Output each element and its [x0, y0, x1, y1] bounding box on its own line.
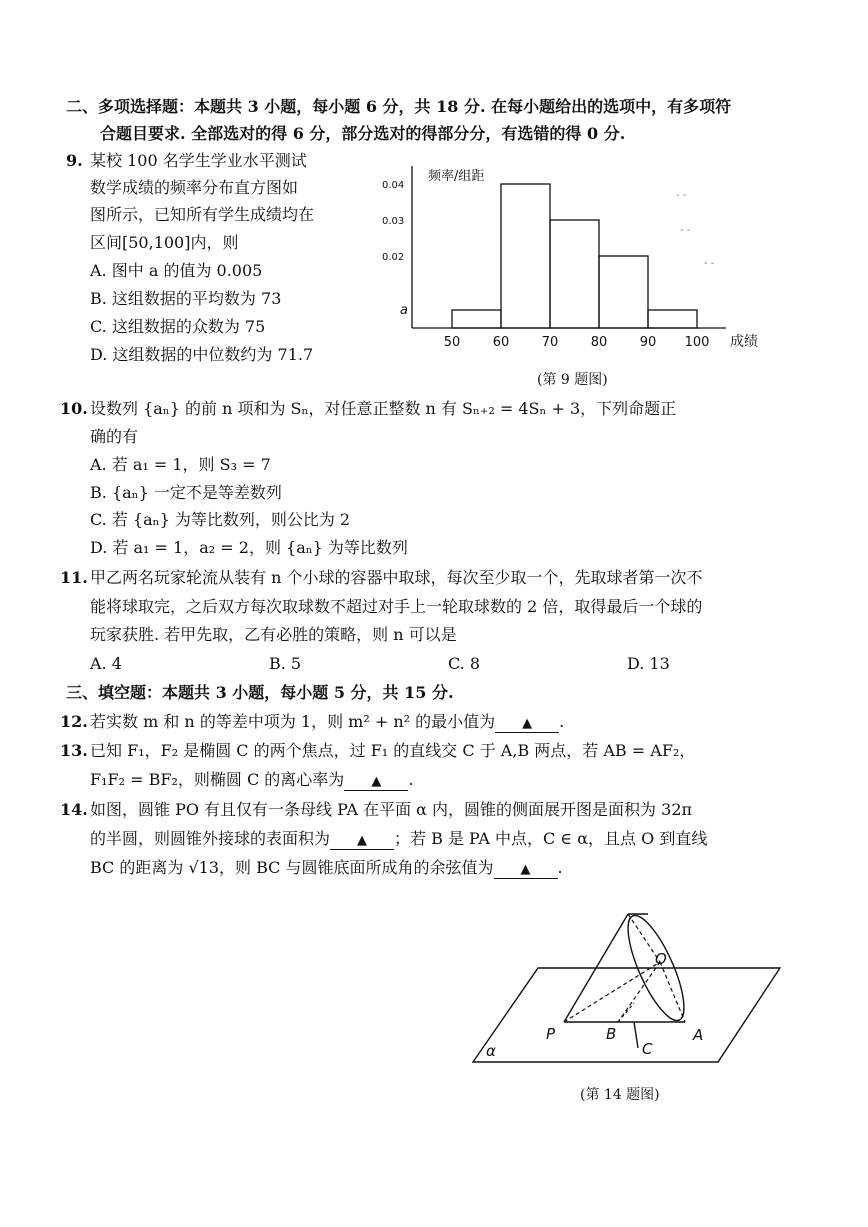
hist-y-tick: 0.03	[382, 216, 405, 227]
q10-option-c: C. 若 {aₙ} 为等比数列，则公比为 2	[90, 510, 351, 529]
q9-caption: (第 9 题图)	[537, 372, 608, 388]
q10-option-d: D. 若 a₁ = 1，a₂ = 2，则 {aₙ} 为等比数列	[90, 538, 408, 557]
hist-faint-mark: - -	[676, 190, 687, 201]
hist-x-tick: 100	[684, 335, 710, 350]
plane-alpha	[473, 968, 780, 1062]
q11-option-d: D. 13	[627, 654, 670, 673]
q9-stem-line3: 图所示，已知所有学生成绩均在	[90, 205, 315, 224]
hist-y-label: 频率/组距	[428, 169, 485, 184]
q14-number: 14.	[60, 800, 88, 819]
label-a: A	[693, 1026, 704, 1044]
q13-number: 13.	[60, 741, 88, 760]
section2-title-line1: 二、多项选择题：本题共 3 小题，每小题 6 分，共 18 分. 在每小题给出的选项中，有多项符	[66, 97, 732, 116]
q9-stem-line1: 某校 100 名学生学业水平测试	[90, 151, 307, 170]
q13-line2-b: .	[408, 770, 414, 789]
hist-bar	[501, 184, 550, 328]
q10-stem-line2: 确的有	[90, 427, 139, 446]
q11-line2: 能将球取完，之后双方每次取球数不超过对手上一轮取球数的 2 倍，取得最后一个球的	[90, 597, 703, 616]
hist-x-tick: 50	[443, 335, 461, 350]
frequency-histogram	[370, 158, 780, 368]
hist-x-tick: 70	[541, 335, 559, 350]
q10-number: 10.	[60, 399, 88, 418]
q14-line3-a: BC 的距离为 √13，则 BC 与圆锥底面所成角的余弦值为	[90, 858, 494, 877]
q10-option-a: A. 若 a₁ = 1，则 S₃ = 7	[90, 455, 271, 474]
section3-title: 三、填空题：本题共 3 小题，每小题 5 分，共 15 分.	[66, 683, 454, 702]
answer-blank[interactable]: ▲	[344, 774, 408, 791]
label-o: O	[655, 950, 667, 968]
q9-stem-line4: 区间[50,100]内，则	[90, 233, 239, 252]
q9-stem-line2: 数学成绩的频率分布直方图如	[90, 178, 299, 197]
hist-faint-mark: - -	[680, 225, 691, 236]
hist-y-tick: a	[400, 303, 408, 318]
q11-option-c: C. 8	[448, 654, 481, 673]
q11-option-a: A. 4	[90, 654, 122, 673]
q10-option-b: B. {aₙ} 一定不是等差数列	[90, 483, 282, 502]
q14-line2	[90, 829, 707, 850]
q9-number: 9.	[66, 151, 83, 170]
q13-line2	[90, 770, 413, 791]
q14-line2-a: 的半圆，则圆锥外接球的表面积为	[90, 829, 331, 848]
q9-option-a: A. 图中 a 的值为 0.005	[90, 261, 263, 280]
cone-figure	[468, 908, 788, 1068]
hist-faint-mark: - -	[704, 258, 715, 269]
answer-blank[interactable]: ▲	[495, 716, 559, 733]
q14-line3-b: .	[557, 858, 563, 877]
hist-x-tick: 60	[492, 335, 510, 350]
q14-line3	[90, 858, 563, 879]
q9-option-c: C. 这组数据的众数为 75	[90, 317, 266, 336]
q9-option-d: D. 这组数据的中位数约为 71.7	[90, 345, 314, 364]
hist-bar	[648, 310, 697, 328]
q13-line1: 已知 F₁，F₂ 是椭圆 C 的两个焦点，过 F₁ 的直线交 C 于 A,B 两点，若 AB = AF₂，	[90, 741, 696, 760]
hist-bar	[599, 256, 648, 328]
q12-text-a: 若实数 m 和 n 的等差中项为 1，则 m² + n² 的最小值为	[90, 712, 496, 731]
q10-stem-line1: 设数列 {aₙ} 的前 n 项和为 Sₙ，对任意正整数 n 有 Sₙ₊₂ = 4Sₙ + 3，下列命题正	[90, 399, 677, 418]
q9-option-b: B. 这组数据的平均数为 73	[90, 289, 282, 308]
hist-y-tick: 0.02	[382, 252, 405, 263]
q14-caption: (第 14 题图)	[580, 1087, 660, 1103]
answer-blank[interactable]: ▲	[494, 862, 558, 879]
label-alpha: α	[486, 1042, 496, 1060]
hist-bar	[550, 220, 599, 328]
q13-line2-a: F₁F₂ = BF₂，则椭圆 C 的离心率为	[90, 770, 345, 789]
hist-x-tick: 80	[590, 335, 608, 350]
q11-line1: 甲乙两名玩家轮流从装有 n 个小球的容器中取球，每次至少取一个，先取球者第一次不	[90, 568, 703, 587]
hist-x-tick: 90	[639, 335, 657, 350]
section2-title-line2: 合题目要求. 全部选对的得 6 分，部分选对的得部分分，有选错的得 0 分.	[100, 124, 626, 143]
label-c: C	[642, 1040, 653, 1058]
line-bc	[634, 1022, 638, 1048]
q12-text	[90, 712, 564, 733]
hist-x-label: 成绩	[730, 334, 758, 350]
q11-number: 11.	[60, 568, 88, 587]
label-b: B	[606, 1025, 617, 1043]
dashed-po	[564, 962, 660, 1022]
q11-line3: 玩家获胜. 若甲先取，乙有必胜的策略，则 n 可以是	[90, 625, 457, 644]
q14-line1: 如图，圆锥 PO 有且仅有一条母线 PA 在平面 α 内，圆锥的侧面展开图是面积为 32π	[90, 800, 693, 819]
q12-number: 12.	[60, 712, 88, 731]
answer-blank[interactable]: ▲	[330, 833, 394, 850]
label-p: P	[546, 1025, 556, 1043]
q11-option-b: B. 5	[269, 654, 302, 673]
dashed-bc	[618, 1003, 634, 1022]
q14-line2-b: ；若 B 是 PA 中点，C ∈ α，且点 O 到直线	[394, 829, 708, 848]
q12-text-b: .	[559, 712, 565, 731]
hist-y-tick: 0.04	[382, 180, 405, 191]
hist-bar	[452, 310, 501, 328]
